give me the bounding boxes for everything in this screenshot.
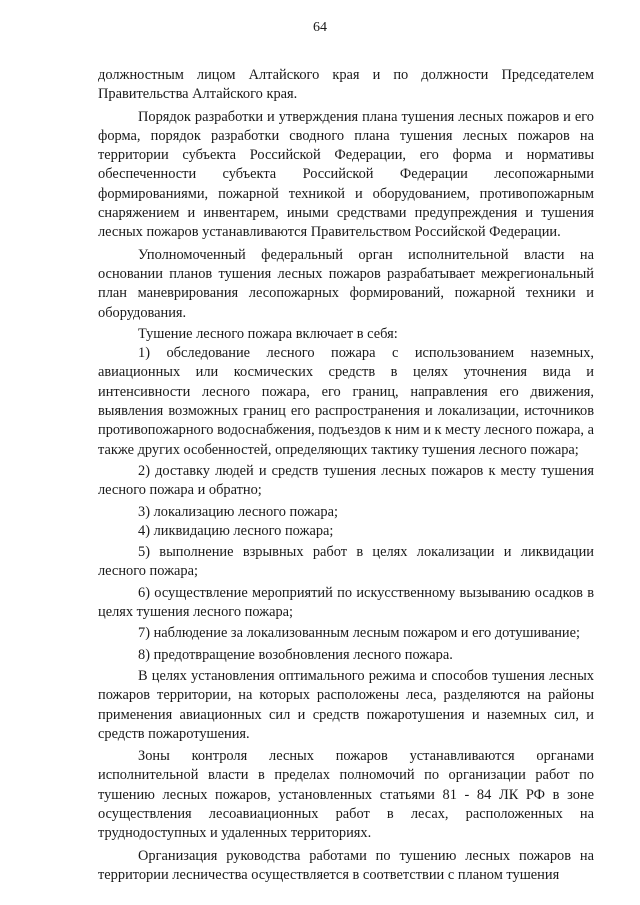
list-item-1: 1) обследование лесного пожара с использованием наземных, авиационных или космических средств в целях уточнения вида и интенсивности лесного пожара, его границ, направления его движения, выявления возможных границ его распространения и локализации, источников противопожарного водоснабжения, подъездов к ним и к месту лесного пожара, а также других особенностей, определяющих тактику тушения лесного пожара; (98, 345, 594, 458)
list-item-3: 3) локализацию лесного пожара; (138, 503, 338, 520)
page-body (98, 66, 594, 885)
paragraph-control-zones: Зоны контроля лесных пожаров устанавливаются органами исполнительной власти в пределах полномочий по организации работ по тушению лесных пожаров, установленных статьями 81 - 84 ЛК РФ в зоне осуществления лесоавиационных работ в лесах, расположенных на труднодоступных и удаленных территориях. (98, 748, 594, 842)
paragraph-list-intro: Тушение лесного пожара включает в себя: (138, 325, 398, 342)
paragraph-interregional-plan: Уполномоченный федеральный орган исполнительной власти на основании планов тушения лесных пожаров разрабатывает межрегиональный план маневрирования лесопожарных формирований, пожарной техники и оборудования. (98, 246, 594, 321)
page-number: 64 (313, 20, 327, 35)
paragraph-plan-procedure: Порядок разработки и утверждения плана тушения лесных пожаров и его форма, порядок разработки сводного плана тушения лесных пожаров на территории субъекта Российской Федерации, его форма и нормативы обеспеченности субъекта Российской Федерации лесопожарными формированиями, пожарной техникой и оборудованием, противопожарным снаряжением и инвентарем, иными средствами предупреждения и тушения лесных пожаров устанавливаются Правительством Российской Федерации. (98, 108, 594, 241)
list-item-8: 8) предотвращение возобновления лесного пожара. (138, 646, 453, 663)
list-item-2: 2) доставку людей и средств тушения лесных пожаров к месту тушения лесного пожара и обратно; (98, 462, 594, 499)
paragraph-organization: Организация руководства работами по тушению лесных пожаров на территории лесничества осуществляется в соответствии с планом тушения (98, 847, 594, 883)
list-item-7: 7) наблюдение за локализованным лесным пожаром и его дотушивание; (138, 625, 580, 642)
paragraph-fire-districts: В целях установления оптимального режима и способов тушения лесных пожаров территории, на которых расположены леса, разделяются на районы применения авиационных сил и средств пожаротушения и наземных сил, и средств пожаротушения. (98, 667, 594, 742)
paragraph-continuation: должностным лицом Алтайского края и по должности Председателем Правительства Алтайского края. (98, 67, 594, 103)
list-item-4: 4) ликвидацию лесного пожара; (138, 522, 334, 539)
list-item-6: 6) осуществление мероприятий по искусственному вызыванию осадков в целях тушения лесного пожара; (98, 584, 594, 621)
list-item-5: 5) выполнение взрывных работ в целях локализации и ликвидации лесного пожара; (98, 544, 594, 580)
